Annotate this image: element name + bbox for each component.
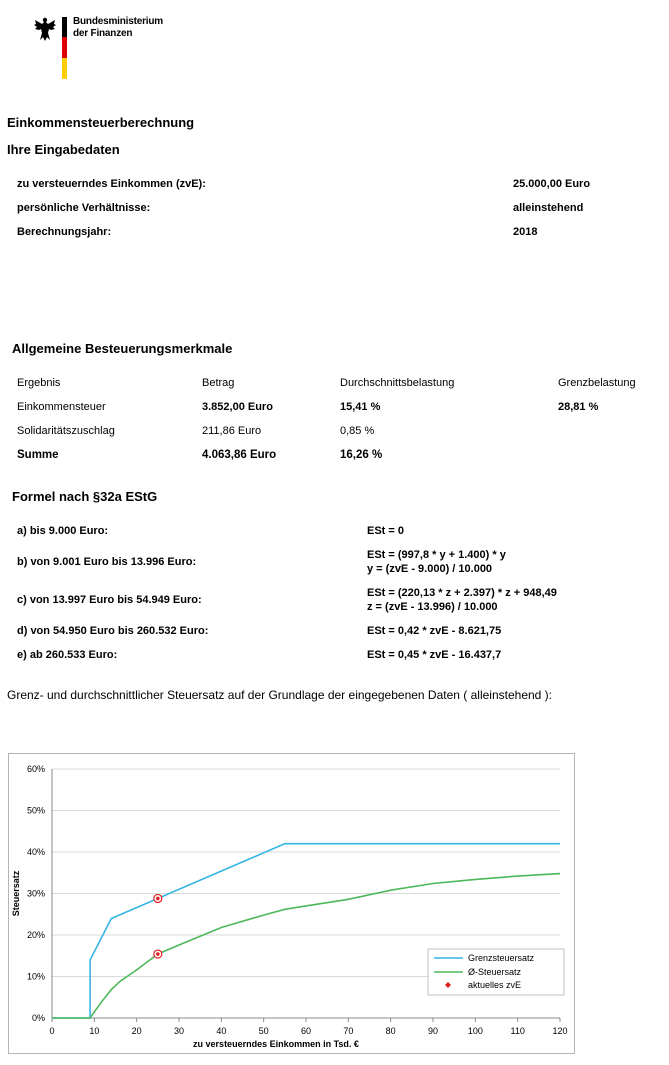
col-header-amount: Betrag [202,377,235,389]
input-value-status: alleinstehend [513,202,584,214]
ministry-line-2: der Finanzen [73,28,133,39]
formula-range-b: b) von 9.001 Euro bis 13.996 Euro: [17,556,197,568]
formula-range-d: d) von 54.950 Euro bis 260.532 Euro: [17,625,209,637]
input-value-zve: 25.000,00 Euro [513,178,591,190]
general-section-title: Allgemeine Besteuerungsmerkmale [12,341,233,356]
col-header-marginal: Grenzbelastung [558,377,636,389]
col-header-result: Ergebnis [17,377,61,389]
chart-frame [9,754,575,1054]
y-tick-label: 10% [26,971,45,982]
formula-e-line1: ESt = 0,45 * zvE - 16.437,7 [367,649,502,661]
y-tick-label: 40% [26,847,45,857]
x-tick-label: 30 [173,1026,185,1036]
page-title: Einkommensteuerberechnung [7,115,195,130]
x-tick-label: 60 [300,1026,312,1036]
x-tick-label: 120 [552,1026,568,1036]
tax-rate-chart [8,753,575,1054]
input-section-title: Ihre Eingabedaten [7,142,120,157]
x-tick-label: 80 [385,1026,396,1036]
formula-a-line1: ESt = 0 [367,525,404,537]
formula-b-line2: y = (zvE - 9.000) / 10.000 [367,563,493,575]
x-tick-label: 70 [343,1026,354,1036]
ministry-name [73,16,163,40]
x-tick-label: 40 [216,1026,227,1036]
y-axis-label: Steuersatz [11,870,21,917]
y-tick-label: 30% [26,888,45,899]
formula-section-title: Formel nach §32a EStG [12,489,158,504]
row-soli-avg: 0,85 % [340,425,375,437]
formula-range-e: e) ab 260.533 Euro: [17,649,118,661]
row-income-tax-marginal: 28,81 % [558,401,599,413]
y-tick-label: 20% [26,930,45,940]
y-tick-label: 60% [26,764,45,774]
y-tick-label: 0% [31,1013,45,1023]
chart-legend [428,949,564,995]
x-tick-label: 50 [258,1026,269,1036]
ministry-line-1: Bundesministerium [73,16,163,27]
chart-caption: Grenz- und durchschnittlicher Steuersatz auf der Grundlage der eingegebenen Daten ( alleinstehend ): [7,688,552,702]
legend-label-durchschnitt: Ø-Steuersatz [468,967,522,977]
row-sum-amount: 4.063,86 Euro [202,449,277,461]
col-header-average: Durchschnittsbelastung [340,377,455,389]
row-income-tax-name: Einkommensteuer [17,401,106,413]
y-tick-label: 50% [26,805,45,816]
formula-range-c: c) von 13.997 Euro bis 54.949 Euro: [17,594,202,606]
x-tick-label: 100 [467,1026,483,1036]
row-soli-name: Solidaritätszuschlag [17,425,115,437]
row-income-tax-avg: 15,41 % [340,401,381,413]
legend-label-grenzsteuersatz: Grenzsteuersatz [468,953,535,963]
x-tick-label: 0 [49,1026,55,1036]
federal-eagle-icon [33,16,57,42]
x-tick-label: 10 [89,1026,100,1036]
current-zve-marker [156,897,160,901]
x-tick-label: 90 [427,1026,439,1036]
input-value-year: 2018 [513,226,538,238]
formula-c-line1: ESt = (220,13 * z + 2.397) * z + 948,49 [367,587,557,599]
x-tick-label: 20 [131,1026,142,1036]
row-sum-avg: 16,26 % [340,449,383,461]
input-label-status: persönliche Verhältnisse: [17,202,151,214]
row-income-tax-amount: 3.852,00 Euro [202,401,273,413]
formula-b-line1: ESt = (997,8 * y + 1.400) * y [367,549,506,561]
legend-label-marker: aktuelles zvE [468,980,522,990]
x-tick-label: 110 [510,1026,525,1036]
current-zve-marker [156,952,160,956]
formula-c-line2: z = (zvE - 13.996) / 10.000 [367,601,498,613]
flag-stripe [62,17,67,79]
x-axis-label: zu versteuerndes Einkommen in Tsd. € [193,1039,359,1049]
input-label-year: Berechnungsjahr: [17,226,112,238]
row-sum-name: Summe [17,449,59,461]
input-label-zve: zu versteuerndes Einkommen (zvE): [17,178,206,190]
formula-range-a: a) bis 9.000 Euro: [17,525,109,537]
row-soli-amount: 211,86 Euro [202,425,262,437]
formula-d-line1: ESt = 0,42 * zvE - 8.621,75 [367,625,502,637]
